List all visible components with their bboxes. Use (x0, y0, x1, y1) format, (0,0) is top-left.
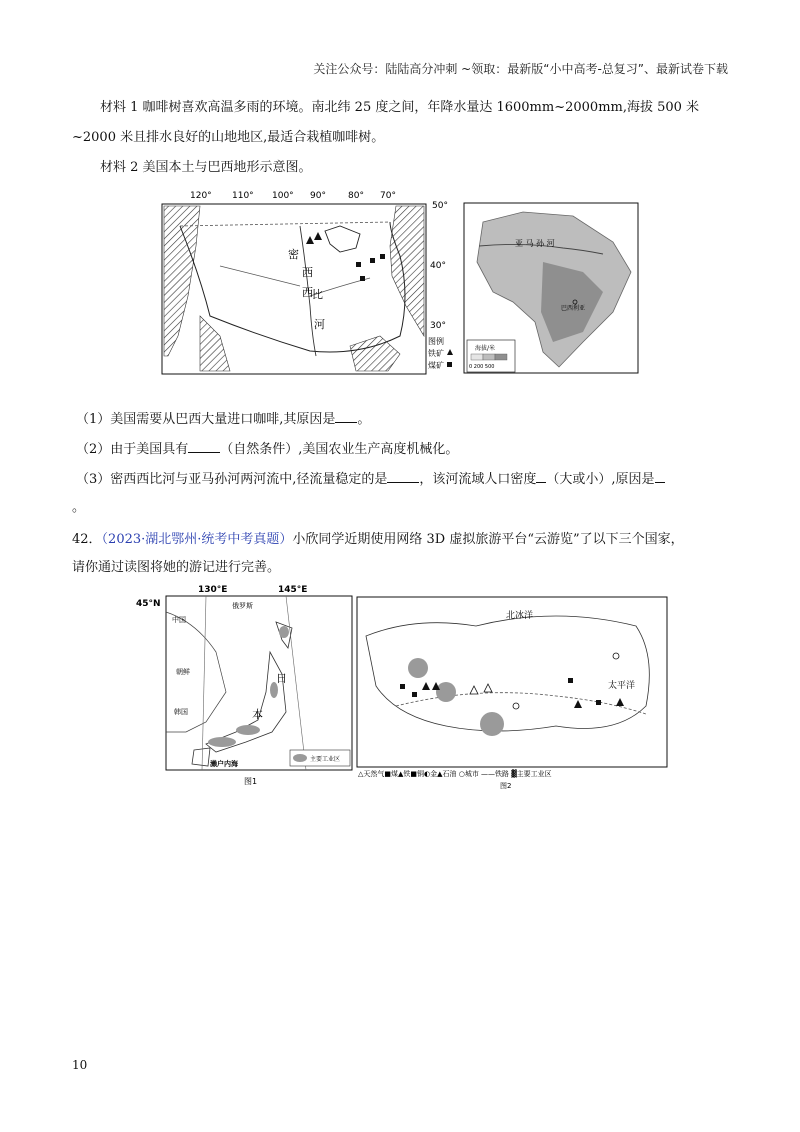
brazil-legend-title: 海拔/米 (475, 345, 496, 352)
material2-line: 材料 2 美国本土与巴西地形示意图。 (100, 160, 312, 175)
brazil-legend-scale: 0 200 500 (469, 364, 495, 370)
q2-end: （自然条件）,美国农业生产高度机械化。 (220, 442, 459, 457)
q3-mid1: ，该河流域人口密度 (419, 472, 537, 487)
coal-mine-marker (370, 258, 375, 263)
japan-legend-text: 主要工业区 (310, 756, 341, 763)
river-char: 西 (302, 286, 313, 299)
industrial-zone (436, 682, 456, 702)
usa-lon-label: 120° (190, 191, 212, 201)
q42-source: （2023·湖北鄂州·统考中考真题） (101, 532, 293, 547)
japan-label-ri: 日 (276, 672, 287, 685)
q3-answer-blank-2[interactable] (536, 470, 546, 483)
legend-industrial-icon (293, 754, 307, 762)
question-42-line1 (72, 530, 684, 550)
usa-lon-label: 90° (310, 191, 326, 201)
river-char: 西 (302, 266, 313, 279)
q1-answer-blank[interactable] (335, 410, 357, 423)
legend-iron-icon (447, 349, 453, 355)
amazon-river-label: 亚 马 孙 河 (515, 239, 555, 248)
figure1-caption: 图1 (244, 777, 258, 786)
arctic-ocean-label: 北冰洋 (506, 611, 534, 621)
question-3 (76, 470, 665, 490)
kyushu (192, 748, 210, 766)
material1-line1: 材料 1 咖啡树喜欢高温多雨的环境。南北纬 25 度之间，年降水量达 1600mm~2000mm,海拔 500 米 (100, 100, 700, 115)
usa-lat-label: 40° (430, 261, 446, 271)
usa-legend-iron: 铁矿 (428, 349, 444, 358)
question-2 (76, 440, 458, 460)
seto-inland-sea-label: 濑户内海 (210, 760, 238, 768)
coal-mine-marker (356, 262, 361, 267)
q42-line1-text: 小欣同学近期使用网络 3D 虚拟旅游平台“云游览”了以下三个国家， (292, 532, 684, 547)
industrial-zone (408, 658, 428, 678)
q3-answer-blank-1[interactable] (387, 470, 419, 483)
industrial-zone (480, 712, 504, 736)
resource-marker (596, 700, 601, 705)
japan-lat-45: 45°N (136, 599, 161, 609)
q2-text: （2）由于美国具有 (76, 442, 189, 457)
industrial-zone (208, 737, 236, 747)
q3-answer-blank-3[interactable] (655, 470, 665, 483)
river-char: 河 (314, 318, 325, 331)
river-char: 比 (312, 288, 323, 301)
russia-legend: △天然气■煤▲铁■铜◐金▲石油 ○城市 ——铁路 ▓主要工业区 (358, 770, 552, 778)
q3-line-end: 。 (72, 500, 86, 515)
page-header: 关注公众号：陆陆高分冲刺 ~领取：最新版“小中高考-总复习”、最新试卷下载 (313, 62, 728, 76)
japan-map (136, 582, 354, 788)
usa-legend-title: 图例 (428, 337, 444, 346)
question-42-line2: 请你通过读图将她的游记进行完善。 (72, 560, 281, 575)
coal-mine-marker (380, 254, 385, 259)
north-korea-label: 朝鲜 (176, 668, 190, 676)
usa-lon-label: 70° (380, 191, 396, 201)
resource-marker (412, 692, 417, 697)
q1-text: （1）美国需要从巴西大量进口咖啡,其原因是 (76, 412, 336, 427)
russia-label: 俄罗斯 (232, 602, 253, 610)
q1-end: 。 (357, 412, 371, 427)
usa-legend-coal: 煤矿 (428, 361, 444, 370)
page-number: 10 (72, 1058, 88, 1072)
usa-lat-label: 30° (430, 321, 446, 331)
china-label: 中国 (172, 616, 186, 624)
legend-coal-icon (447, 362, 452, 367)
japan-lon-145: 145°E (278, 585, 308, 595)
q2-answer-blank[interactable] (188, 440, 220, 453)
brazil-map (463, 202, 639, 374)
brasilia-label: 巴西利亚 (561, 305, 586, 312)
resource-marker (568, 678, 573, 683)
river-char: 密 (288, 248, 299, 261)
material1-line2: ~2000 米且排水良好的山地地区,最适合栽植咖啡树。 (72, 130, 385, 145)
question-1 (76, 410, 370, 430)
usa-lat-label: 50° (432, 201, 448, 211)
usa-lon-label: 80° (348, 191, 364, 201)
russia-map (356, 596, 670, 790)
industrial-zone (236, 725, 260, 735)
usa-map (160, 186, 460, 376)
japan-label-ben: 本 (252, 708, 263, 721)
q3-mid2: （大或小）,原因是 (546, 472, 655, 487)
resource-marker (400, 684, 405, 689)
q42-number: 42． (72, 532, 102, 547)
usa-lon-label: 110° (232, 191, 254, 201)
pacific-ocean-label: 太平洋 (608, 681, 636, 691)
japan-lon-130: 130°E (198, 585, 228, 595)
south-korea-label: 韩国 (174, 708, 188, 716)
usa-lon-label: 100° (272, 191, 294, 201)
coal-mine-marker (360, 276, 365, 281)
q3-text: （3）密西西比河与亚马孙河两河流中,径流量稳定的是 (76, 472, 388, 487)
figure2-caption: 图2 (500, 782, 512, 790)
industrial-zone (279, 626, 289, 638)
